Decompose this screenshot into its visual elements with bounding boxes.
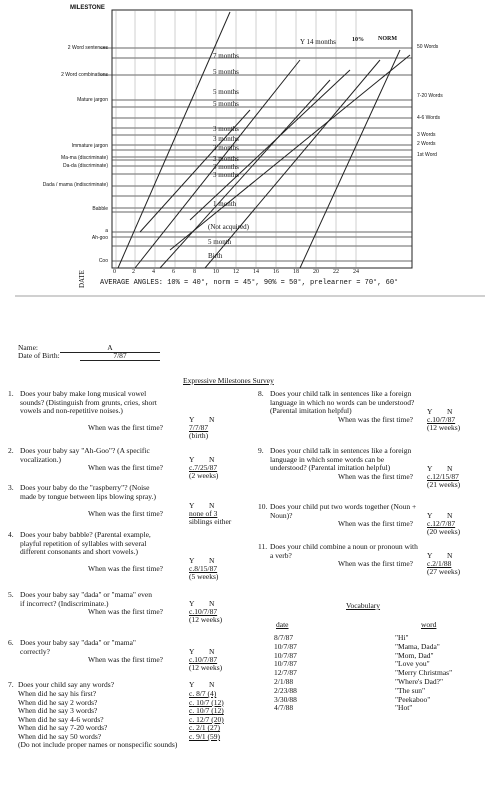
when-text: When was the first time? bbox=[88, 463, 163, 473]
vocab-date: 4/7/88 bbox=[274, 703, 294, 713]
no-marker: N bbox=[447, 463, 453, 473]
x-tick-label: 20 bbox=[313, 269, 319, 275]
question-text: Does your baby do the "raspberry"? (Noise made by tongue between lips blowing spray.) bbox=[20, 483, 156, 501]
vocab-date: 3/30/88 bbox=[274, 694, 297, 704]
vocab-word: "Hot" bbox=[395, 703, 413, 713]
answer-value: c.10/7/87 bbox=[189, 655, 218, 665]
vocab-word: "Hi" bbox=[395, 633, 409, 642]
question-number: 11. bbox=[258, 542, 268, 551]
q7-answer: c. 8/7 (4) bbox=[189, 689, 217, 698]
yes-marker: Y bbox=[189, 647, 195, 657]
band-label: 5 month bbox=[208, 238, 232, 246]
label-dada-mama-indiscriminate: Dada / mama (indiscriminate) bbox=[42, 182, 108, 188]
q7-answer: c. 12/7 (20) bbox=[189, 714, 224, 724]
when-text: When was the first time? bbox=[88, 564, 163, 574]
question-text: Does your baby make long musical vowel sounds? (Distinguish from grunts, cries, short vowels and non-repetitive noises.) bbox=[20, 389, 157, 416]
milestone-header: MILESTONE bbox=[70, 5, 105, 11]
vocab-word: "Love you" bbox=[395, 659, 430, 669]
question-number: 2. bbox=[8, 446, 14, 455]
x-tick-label: 16 bbox=[273, 269, 279, 275]
q7-question: When did he say 50 words? bbox=[18, 732, 102, 741]
yes-marker: Y bbox=[427, 551, 433, 561]
vocab-date: 10/7/87 bbox=[274, 650, 297, 660]
x-tick-label: 2 bbox=[132, 269, 135, 275]
yes-marker: Y bbox=[189, 500, 195, 510]
no-marker: N bbox=[209, 455, 215, 465]
band-label: 5 months bbox=[213, 68, 239, 76]
label-mama-discriminate: Ma-ma (discriminate) bbox=[61, 155, 108, 161]
question-text: Does your baby say "dada" or "mama" even if incorrect? (Indiscriminate.) bbox=[20, 590, 152, 608]
question-number: 9. bbox=[258, 446, 264, 455]
answer-value: 7/7/87 bbox=[189, 423, 209, 433]
question-number: 5. bbox=[8, 590, 14, 599]
answer-value: c.10/7/87 bbox=[189, 607, 218, 617]
x-tick-label: 14 bbox=[253, 269, 259, 275]
question-number: 8. bbox=[258, 389, 264, 398]
vocab-word: "Merry Christmas" bbox=[395, 668, 453, 678]
no-marker: N bbox=[447, 511, 453, 521]
answer-note: (birth) bbox=[189, 431, 209, 441]
when-text: When was the first time? bbox=[338, 519, 413, 529]
answer-value: c.12/15/87 bbox=[427, 471, 459, 481]
milestone-chart bbox=[0, 0, 500, 320]
vocab-date-header: date bbox=[276, 620, 289, 629]
answer-value: c.2/1/88 bbox=[427, 559, 452, 569]
vocab-word: "Mama, Dada" bbox=[395, 641, 440, 651]
when-text: When was the first time? bbox=[88, 607, 163, 617]
yes-marker: Y bbox=[427, 511, 433, 521]
yes-marker: Y bbox=[189, 415, 195, 425]
band-label: 5 months bbox=[213, 100, 239, 108]
question-text: Does your child talk in sentences like a foreign language in which no words can be understood? (Parental imitation helpful) bbox=[270, 389, 415, 416]
growth-line bbox=[300, 50, 400, 268]
label-7-20-words: 7-20 Words bbox=[417, 93, 443, 99]
when-text: When was the first time? bbox=[338, 414, 413, 424]
q7-answer: c. 9/1 (59) bbox=[189, 732, 221, 741]
label-a: a bbox=[105, 228, 108, 234]
answer-value: c.12/7/87 bbox=[427, 519, 456, 529]
x-tick-label: 10 bbox=[213, 269, 219, 275]
no-marker: N bbox=[209, 647, 215, 657]
vocab-word: "Where's Dad?" bbox=[395, 677, 444, 686]
vocab-date: 2/23/88 bbox=[274, 685, 297, 695]
question-number: 3. bbox=[8, 483, 14, 492]
answer-note: (20 weeks) bbox=[427, 527, 461, 537]
diagonal-lines bbox=[118, 12, 410, 268]
question-text: Does your child combine a noun or pronoun with a verb? bbox=[270, 542, 418, 560]
x-tick-label: 12 bbox=[233, 269, 239, 275]
x-tick-label: 6 bbox=[172, 269, 175, 275]
answer-value: c.10/7/87 bbox=[427, 414, 456, 424]
q7-answer: c. 10/7 (12) bbox=[189, 706, 224, 716]
yes-marker: Y bbox=[189, 680, 195, 689]
label-3-words: 3 Words bbox=[417, 132, 436, 138]
question-number: 6. bbox=[8, 638, 14, 647]
vocab-word: "The sun" bbox=[395, 685, 426, 695]
q7-question: When did he say 4-6 words? bbox=[18, 714, 104, 724]
vocab-date: 10/7/87 bbox=[274, 659, 297, 669]
no-marker: N bbox=[209, 415, 215, 425]
top-label-norm: NORM bbox=[378, 36, 397, 42]
x-tick-label: 18 bbox=[293, 269, 299, 275]
date-axis-label: DATE bbox=[78, 270, 86, 288]
band-label: 3 months bbox=[213, 163, 239, 171]
survey-title: Expressive Milestones Survey bbox=[183, 376, 274, 385]
question-text: Does your baby say "Ah-Goo"? (A specific vocalization.) bbox=[20, 446, 150, 464]
x-tick-label: 4 bbox=[152, 269, 155, 275]
no-marker: N bbox=[209, 680, 215, 689]
name-label: Name: bbox=[18, 343, 38, 352]
no-marker: N bbox=[209, 599, 215, 609]
band-label: Birth bbox=[208, 252, 223, 260]
q7-question: When did he say 3 words? bbox=[18, 706, 98, 716]
answer-note: (12 weeks) bbox=[427, 422, 461, 432]
vocab-word: "Peekaboo" bbox=[395, 694, 431, 704]
band-label: 3 months bbox=[213, 125, 239, 133]
question-text: Does your baby babble? (Parental example, playful repetition of syllables with several different consonants and short vowels.) bbox=[20, 530, 151, 557]
answer-note: (21 weeks) bbox=[427, 479, 461, 489]
question-text: Does your child say any words? bbox=[18, 680, 115, 689]
vocab-date: 2/1/88 bbox=[274, 677, 294, 686]
top-label-14-months: Y 14 months bbox=[300, 38, 336, 46]
vocabulary-title: Vocabulary bbox=[346, 601, 381, 610]
question-number: 7. bbox=[8, 680, 14, 689]
when-text: When was the first time? bbox=[88, 508, 163, 518]
no-marker: N bbox=[447, 406, 453, 416]
vocab-date: 10/7/87 bbox=[274, 641, 297, 651]
name-value: A bbox=[60, 343, 160, 353]
vocab-word: "Mom, Dad" bbox=[395, 650, 434, 660]
answer-value: c.8/15/87 bbox=[189, 564, 218, 574]
x-tick-label: 8 bbox=[193, 269, 196, 275]
answer-note: siblings either bbox=[189, 516, 232, 526]
answer-note: (27 weeks) bbox=[427, 567, 461, 577]
label-2-word-sentences: 2 Word sentences bbox=[67, 45, 108, 51]
band-label: 5 months bbox=[213, 88, 239, 96]
q7-question: When did he say 7-20 words? bbox=[18, 723, 108, 733]
q7-answer: c. 2/1 (27) bbox=[189, 723, 221, 733]
label-50-words: 50 Words bbox=[417, 44, 439, 50]
question-text: Does your child put two words together (Noun + Noun)? bbox=[270, 502, 417, 520]
x-tick-label: 0 bbox=[113, 269, 116, 275]
label-1st-word: 1st Word bbox=[417, 152, 437, 158]
answer-note: (5 weeks) bbox=[189, 572, 219, 582]
no-marker: N bbox=[209, 556, 215, 566]
band-label: (Not acquired) bbox=[208, 223, 250, 231]
when-text: When was the first time? bbox=[88, 423, 163, 433]
when-text: When was the first time? bbox=[338, 471, 413, 481]
vocab-date: 8/7/87 bbox=[274, 633, 294, 642]
q7-answer: c. 10/7 (12) bbox=[189, 697, 224, 707]
vocab-date: 12/7/87 bbox=[274, 668, 297, 678]
question-text: Does your child talk in sentences like a foreign language in which some words can be understood? (Parental imitation helpful) bbox=[270, 446, 412, 473]
question-number: 1. bbox=[8, 389, 14, 398]
q7-question: When did he say 2 words? bbox=[18, 697, 98, 707]
when-text: When was the first time? bbox=[338, 559, 413, 569]
answer-note: (12 weeks) bbox=[189, 615, 223, 625]
no-marker: N bbox=[209, 500, 215, 510]
top-label-10-percent: 10% bbox=[352, 37, 364, 43]
band-label: 3 months bbox=[213, 144, 239, 152]
yes-marker: Y bbox=[189, 599, 195, 609]
band-label: 3 months bbox=[213, 155, 239, 163]
chart-frame bbox=[112, 10, 412, 268]
question-number: 4. bbox=[8, 530, 14, 539]
vocab-word-header: word bbox=[421, 620, 437, 629]
q7-question: When did he say his first? bbox=[18, 689, 97, 698]
label-coo: Coo bbox=[98, 258, 108, 264]
answer-value: none of 3 bbox=[189, 508, 218, 518]
question-number: 10. bbox=[258, 502, 268, 511]
average-angles-footnote: AVERAGE ANGLES: 10% = 40°, norm = 45°, 90% = 50°, prelearner = 70°, 60° bbox=[100, 279, 399, 287]
dob-value: 7/87 bbox=[80, 351, 160, 361]
label-ah-goo: Ah-goo bbox=[91, 235, 108, 241]
question-text: Does your baby say "dada" or "mama" correctly? bbox=[20, 638, 136, 656]
label-2-words: 2 Words bbox=[417, 141, 436, 147]
label-2-word-combinations: 2 Word combinations bbox=[61, 72, 108, 78]
band-label: 3 months bbox=[213, 135, 239, 143]
band-label: 1 month bbox=[213, 200, 237, 208]
band-label: 3 months bbox=[213, 171, 239, 179]
label-immature-jargon: Immature jargon bbox=[71, 143, 108, 149]
yes-marker: Y bbox=[189, 556, 195, 566]
dob-label: Date of Birth: bbox=[18, 351, 60, 360]
when-text: When was the first time? bbox=[88, 655, 163, 665]
label-4-6-words: 4-6 Words bbox=[417, 115, 440, 121]
x-tick-label: 22 bbox=[333, 269, 339, 275]
label-dada-discriminate: Da-da (discriminate) bbox=[62, 163, 108, 169]
answer-note: (2 weeks) bbox=[189, 471, 219, 481]
x-tick-label: 24 bbox=[353, 269, 359, 275]
band-label: 7 months bbox=[213, 52, 239, 60]
yes-marker: Y bbox=[189, 455, 195, 465]
growth-line bbox=[170, 55, 410, 250]
no-marker: N bbox=[447, 551, 453, 561]
q7-note: (Do not include proper names or nonspecific sounds) bbox=[18, 740, 178, 749]
yes-marker: Y bbox=[427, 406, 433, 416]
label-mature-jargon: Mature jargon bbox=[77, 97, 108, 103]
answer-note: (12 weeks) bbox=[189, 663, 223, 673]
yes-marker: Y bbox=[427, 463, 433, 473]
label-babble: Babble bbox=[92, 206, 108, 212]
answer-value: c.7/25/87 bbox=[189, 463, 218, 473]
